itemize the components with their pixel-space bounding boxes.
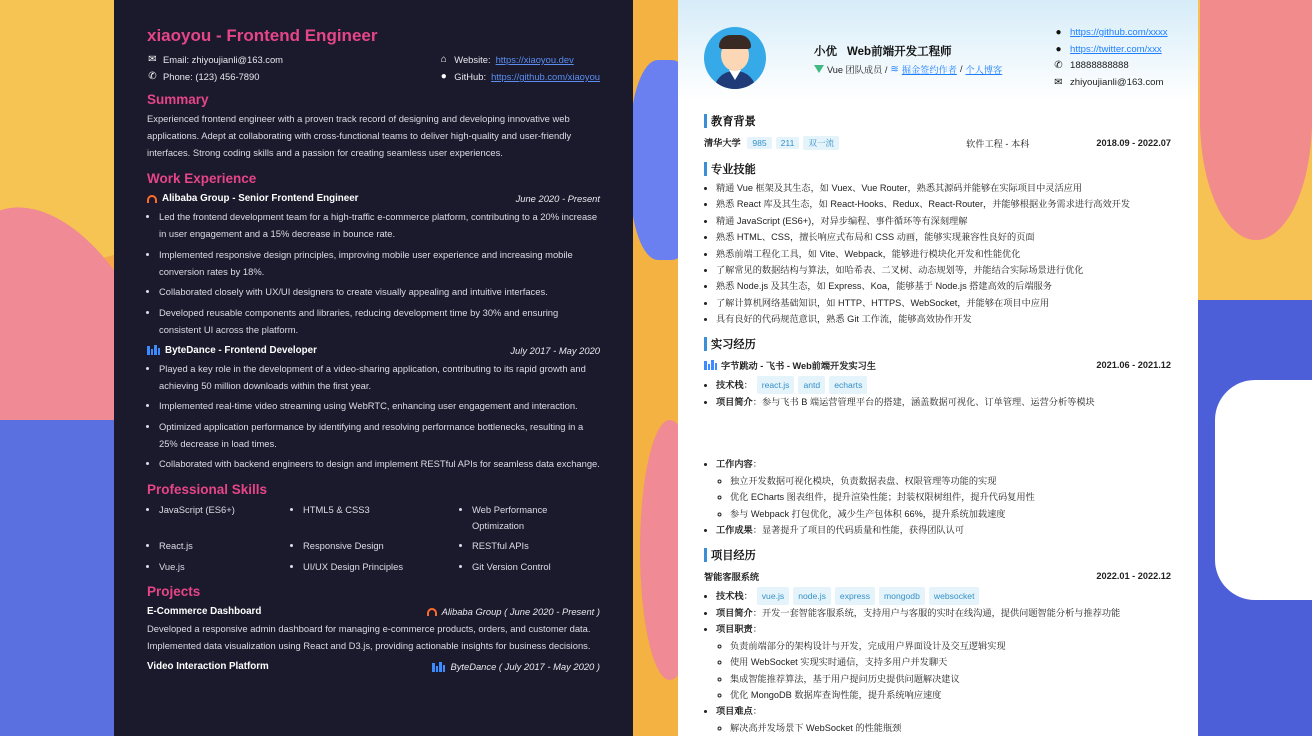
- job-date: July 2017 - May 2020: [510, 344, 600, 356]
- project-company: Alibaba Group ( June 2020 - Present ): [441, 606, 600, 617]
- job-bullet: • Optimized application performance by identifying and resolving performance bottlenecks, resulting in a 25% decrease in load times.: [159, 418, 600, 452]
- result-item: • 工作成果：显著提升了项目的代码质量和性能，获得团队认可: [716, 522, 1171, 538]
- stack-tag: node.js: [793, 587, 831, 605]
- skill-item: • 熟悉 HTML、CSS，擅长响应式布局和 CSS 动画，能够实现兼容性良好的页面: [716, 229, 1171, 245]
- summary-text: Experienced frontend engineer with a proven track record of designing and developing innovative web applications. Adept at collaborating with cross-functional teams to deliver high-quality and user-friendly interfaces. Strong coding skills and a passion for creating seamless user experiences.: [147, 113, 572, 158]
- github-icon: ●: [1055, 27, 1062, 38]
- email-text: zhiyoujianli@163.com: [1070, 76, 1164, 88]
- stack-tag: express: [835, 587, 875, 605]
- intro-item: • 项目简介：开发一套智能客服系统，支持用户与客服的实时在线沟通，提供问题智能分析与推荐功能: [716, 605, 1171, 621]
- github-link[interactable]: https://github.com/xxxx: [1070, 27, 1168, 38]
- duty-label: 项目职责: [716, 624, 753, 635]
- website-row: [438, 54, 600, 65]
- stack-tag: mongodb: [879, 587, 925, 605]
- skill-item: • RESTful APIs: [472, 538, 600, 554]
- duty-bullet: ◦ 优化 MongoDB 数据库查询性能，提升系统响应速度: [730, 687, 1171, 703]
- skill-item: • Web Performance Optimization: [472, 502, 600, 533]
- intro-item: • 项目简介：参与飞书 B 端运营管理平台的搭建，涵盖数据可视化、订单管理、运营分析等模块: [716, 394, 1171, 410]
- blog-link[interactable]: 个人博客: [965, 65, 1003, 75]
- education-title: 教育背景: [704, 114, 1171, 128]
- skill-item: • 熟悉前端工程化工具，如 Vite、Webpack，能够进行模块化开发和性能优化: [716, 246, 1171, 262]
- project-row: [704, 569, 1171, 583]
- job-title: ByteDance - Frontend Developer: [165, 344, 317, 356]
- skill-item: • HTML5 & CSS3: [303, 502, 472, 533]
- stack-label: 技术栈: [716, 590, 744, 601]
- skill-item: • 了解常见的数据结构与算法，如哈希表、二叉树、动态规划等，并能结合实际场景进行优化: [716, 262, 1171, 278]
- education-row: [704, 135, 1171, 150]
- avatar: [704, 27, 766, 89]
- github-label: GitHub:: [454, 71, 487, 82]
- phone-icon: ✆: [1054, 60, 1063, 71]
- resume-body: [704, 108, 1171, 736]
- projects-title: Projects: [147, 584, 201, 599]
- job-date: June 2020 - Present: [515, 193, 600, 204]
- job-bullet: • Developed reusable components and libraries, reducing development time by 30% and ensuring consistent UI across the platform.: [159, 304, 600, 338]
- skill-item: • Responsive Design: [303, 538, 472, 554]
- phone-text: Phone: (123) 456-7890: [163, 71, 260, 82]
- alibaba-icon: [427, 608, 437, 616]
- contact-info: [147, 54, 600, 82]
- skill-item: • 熟悉 React 库及其生态，如 React-Hooks、Redux、React-Router，并能够根据业务需求进行高效开发: [716, 196, 1171, 212]
- project-title: Video Interaction Platform: [147, 661, 269, 672]
- work-experience-title: Work Experience: [147, 171, 257, 186]
- skill-item: • UI/UX Design Principles: [303, 559, 472, 575]
- project-header: [147, 661, 600, 672]
- job-bullet: • Collaborated closely with UX/UI designers to create visually appealing and intuitive interfaces.: [159, 283, 600, 300]
- mail-icon: ✉: [1054, 76, 1063, 88]
- phone-icon: ✆: [148, 71, 157, 82]
- website-label: Website:: [454, 54, 491, 65]
- duty-bullet: ◦ 集成智能推荐算法，基于用户提问历史提供问题解决建议: [730, 671, 1171, 687]
- juejin-link[interactable]: 掘金签约作者: [901, 65, 957, 75]
- stack-tag: websocket: [929, 587, 980, 605]
- job-bullet: • Implemented real-time video streaming using WebRTC, enhancing user engagement and interaction.: [159, 397, 600, 414]
- school-tag: 双一流: [803, 136, 839, 150]
- job-bullets: [147, 360, 600, 473]
- email-row: [147, 54, 283, 65]
- resume-name: xiaoyou - Frontend Engineer: [147, 26, 378, 45]
- twitter-link[interactable]: https://twitter.com/xxx: [1070, 43, 1162, 55]
- juejin-icon: ≋: [890, 63, 899, 75]
- email-text: Email: zhiyoujianli@163.com: [163, 54, 283, 65]
- skill-item: • Vue.js: [159, 559, 303, 575]
- job-bullet: • Implemented responsive design principles, improving mobile user experience and increasing mobile conversion rates by 18%.: [159, 246, 600, 280]
- resume-name: [814, 43, 952, 59]
- job-bullets: [147, 208, 600, 338]
- phone-text: 18888888888: [1070, 60, 1129, 71]
- intro-label: 项目简介: [716, 397, 753, 408]
- project-company: ByteDance ( July 2017 - May 2020 ): [450, 661, 600, 672]
- duty-item: • 项目职责： ◦ 负责前端部分的架构设计与开发，完成用户界面设计及交互逻辑实现 ◦ 使用 WebSocket 实现实时通信，支持多用户并发聊天 ◦ 集成智能推荐算法，基于用户提问历史提供问题解决建议 ◦ 优化 MongoDB 数据库查询性能，提升系统响应速度: [716, 621, 1171, 703]
- project-name: 智能客服系统: [704, 571, 760, 582]
- skill-item: • JavaScript (ES6+): [159, 502, 303, 533]
- skill-item: • 熟悉 Node.js 及其生态，如 Express、Koa，能够基于 Node.js 搭建高效的后端服务: [716, 278, 1171, 294]
- difficulty-bullet: ◦ 解决高并发场景下 WebSocket 的性能瓶颈: [730, 720, 1171, 736]
- skill-item: • 精通 Vue 框架及其生态，如 Vuex、Vue Router，熟悉其源码并能够在实际项目中灵活应用: [716, 180, 1171, 196]
- intro-label: 项目简介: [716, 607, 753, 618]
- vue-icon: [814, 65, 824, 73]
- work-bullet: ◦ 独立开发数据可视化模块，负责数据表盘、权限管理等功能的实现: [730, 473, 1171, 489]
- job-bullet: • Played a key role in the development of a video-sharing application, contributing to its rapid growth and achieving 50 million downloads within the first year.: [159, 360, 600, 394]
- chinese-resume: [678, 0, 1198, 736]
- duty-bullet: ◦ 负责前端部分的架构设计与开发，完成用户界面设计及交互逻辑实现: [730, 638, 1171, 654]
- mail-icon: ✉: [148, 54, 157, 65]
- alibaba-icon: [147, 195, 157, 203]
- home-icon: ⌂: [440, 54, 447, 65]
- skill-item: • 精通 JavaScript (ES6+)，对异步编程、事件循环等有深刻理解: [716, 213, 1171, 229]
- bytedance-icon: [147, 345, 160, 355]
- website-link[interactable]: https://xiaoyou.dev: [495, 54, 574, 65]
- skill-item: • React.js: [159, 538, 303, 554]
- skill-item: • 具有良好的代码规范意识，熟悉 Git 工作流，能够高效协作开发: [716, 311, 1171, 327]
- internship-details: [704, 376, 1171, 411]
- skills-list: [147, 502, 600, 574]
- contact-info: [1053, 27, 1168, 88]
- stack-tag: vue.js: [757, 587, 789, 605]
- vue-team-tag: Vue 团队成员 /: [827, 65, 888, 75]
- stack-tag: echarts: [829, 376, 867, 394]
- github-icon: ●: [440, 71, 447, 82]
- project-date: 2022.01 - 2022.12: [1096, 570, 1171, 581]
- work-bullet: ◦ 参与 Webpack 打包优化，减少生产包体积 66%，提升系统加载速度: [730, 506, 1171, 522]
- result-text: 显著提升了项目的代码质量和性能，获得团队认可: [761, 525, 965, 536]
- difficulty-item: • 项目难点： ◦ 解决高并发场景下 WebSocket 的性能瓶颈: [716, 703, 1171, 736]
- tag-separator: /: [959, 64, 963, 74]
- identity-tags: [814, 62, 1002, 76]
- project-details: [704, 587, 1171, 736]
- twitter-icon: ●: [1055, 43, 1062, 55]
- stack-label: 技术栈: [716, 379, 744, 390]
- project-desc: Developed a responsive admin dashboard for managing e-commerce products, orders, and customer data. Implemented data visualization using React and D3.js, providing actionable insights for business decisions.: [147, 623, 591, 651]
- work-label: 工作内容: [716, 459, 753, 470]
- bytedance-icon: [704, 360, 717, 370]
- skills-title: Professional Skills: [147, 482, 268, 497]
- job-bullet: • Collaborated with backend engineers to design and implement RESTful APIs for seamless data exchange.: [159, 455, 600, 472]
- stack-tag: antd: [798, 376, 825, 394]
- job-header: [147, 345, 600, 356]
- major: 软件工程 - 本科: [966, 138, 1030, 149]
- result-label: 工作成果: [716, 525, 753, 536]
- job-header: [147, 193, 600, 204]
- github-link[interactable]: https://github.com/xiaoyou: [491, 71, 600, 82]
- school-tag: 985: [747, 137, 771, 149]
- job-bullet: • Led the frontend development team for a high-traffic e-commerce platform, contributing to a 20% increase in user engagement and a 15% decrease in bounce rate.: [159, 208, 600, 242]
- work-bullet: ◦ 优化 ECharts 图表组件，提升渲染性能；封装权限树组件，提升代码复用性: [730, 489, 1171, 505]
- school-tag: 211: [776, 137, 800, 149]
- project-title: E-Commerce Dashboard: [147, 606, 262, 617]
- work-item: • 工作内容： ◦ 独立开发数据可视化模块，负责数据表盘、权限管理等功能的实现 ◦ 优化 ECharts 图表组件，提升渲染性能；封装权限树组件，提升代码复用性 ◦ 参与 Webpack 打包优化，减少生产包体积 66%，提升系统加载速度: [716, 456, 1171, 522]
- github-row: [438, 71, 600, 82]
- internship-work: [704, 456, 1171, 538]
- difficulty-label: 项目难点: [716, 706, 753, 717]
- project-title: 项目经历: [704, 548, 1171, 562]
- skills-list: [704, 180, 1171, 328]
- skill-item: • 了解计算机网络基础知识，如 HTTP、HTTPS、WebSocket，并能够在项目中应用: [716, 295, 1171, 311]
- person-name: 小优: [814, 46, 837, 58]
- job-role: Web前端开发工程师: [847, 46, 952, 58]
- stack-item: • 技术栈： vue.js node.js express mongodb websocket: [716, 587, 1171, 605]
- stack-item: • 技术栈： react.js antd echarts: [716, 376, 1171, 394]
- duty-bullet: ◦ 使用 WebSocket 实现实时通信，支持多用户并发聊天: [730, 654, 1171, 670]
- skill-item: • Git Version Control: [472, 559, 600, 575]
- bytedance-icon: [432, 662, 445, 672]
- education-date: 2018.09 - 2022.07: [1096, 137, 1171, 148]
- intro-text: 开发一套智能客服系统，支持用户与客服的实时在线沟通，提供问题智能分析与推荐功能: [761, 607, 1121, 618]
- english-resume: [114, 0, 633, 736]
- skills-title: 专业技能: [704, 162, 1171, 176]
- intro-text: 参与飞书 B 端运营管理平台的搭建，涵盖数据可视化、订单管理、运营分析等模块: [761, 397, 1095, 408]
- job-title: Alibaba Group - Senior Frontend Engineer: [162, 193, 359, 204]
- school-name: 清华大学: [704, 138, 741, 148]
- summary-title: Summary: [147, 92, 209, 107]
- internship-row: [704, 358, 1171, 372]
- internship-title: 实习经历: [704, 337, 1171, 351]
- project-header: [147, 606, 600, 617]
- internship-company: 字节跳动 - 飞书 - Web前端开发实习生: [721, 360, 876, 371]
- stack-tag: react.js: [757, 376, 795, 394]
- phone-row: [147, 71, 283, 82]
- internship-date: 2021.06 - 2021.12: [1096, 359, 1171, 370]
